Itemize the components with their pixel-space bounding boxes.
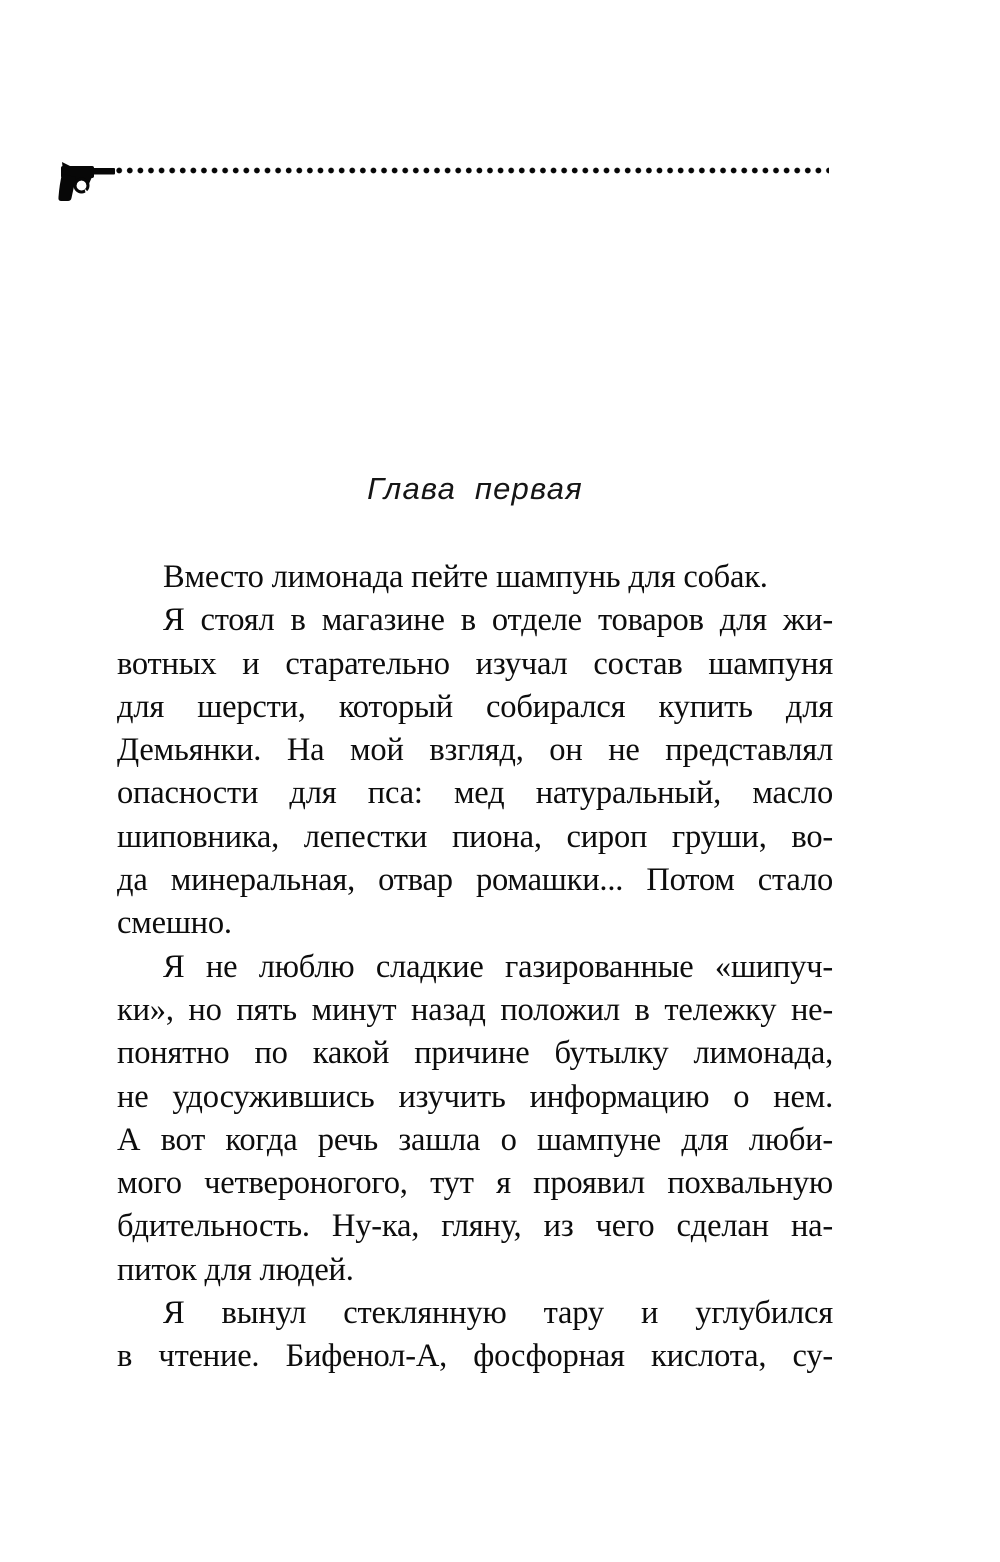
dotted-line	[116, 167, 829, 174]
text-line: вотных и старательно изучал состав шампуня	[117, 645, 833, 682]
text-line: Я не люблю сладкие газированные «шипуч-	[163, 948, 833, 985]
text-line: А вот когда речь зашла о шампуне для люби-	[117, 1121, 833, 1158]
text-line: ки», но пять минут назад положил в тележку не-	[117, 991, 833, 1028]
chapter-title: Глава первая	[367, 471, 583, 506]
text-line: не удосужившись изучить информацию о нем.	[117, 1078, 833, 1115]
text-line: смешно.	[117, 905, 232, 942]
text-line: Я стоял в магазине в отделе товаров для жи-	[163, 602, 833, 639]
text-line: Вместо лимонада пейте шампунь для собак.	[163, 559, 768, 595]
text-line: шиповника, лепестки пиона, сироп груши, во-	[117, 818, 833, 855]
text-line: питок для людей.	[117, 1251, 354, 1288]
text-line: для шерсти, который собирался купить для	[117, 688, 833, 725]
body-text	[117, 556, 833, 1379]
text-line: Демьянки. На мой взгляд, он не представлял	[117, 732, 833, 769]
text-line: опасности для пса: мед натуральный, масло	[117, 775, 833, 812]
text-line: бдительность. Ну-ка, гляну, из чего сделан на-	[117, 1208, 833, 1245]
text-line: мого четвероногого, тут я проявил похвальную	[117, 1165, 833, 1202]
text-line: в чтение. Бифенол-А, фосфорная кислота, су-	[117, 1338, 833, 1375]
text-line: да минеральная, отвар ромашки... Потом стало	[117, 862, 833, 899]
revolver-icon	[57, 161, 115, 201]
chapter-header	[57, 158, 829, 204]
text-line: Я вынул стеклянную тару и углубился	[163, 1295, 833, 1332]
text-line: понятно по какой причине бутылку лимонада,	[117, 1035, 833, 1072]
